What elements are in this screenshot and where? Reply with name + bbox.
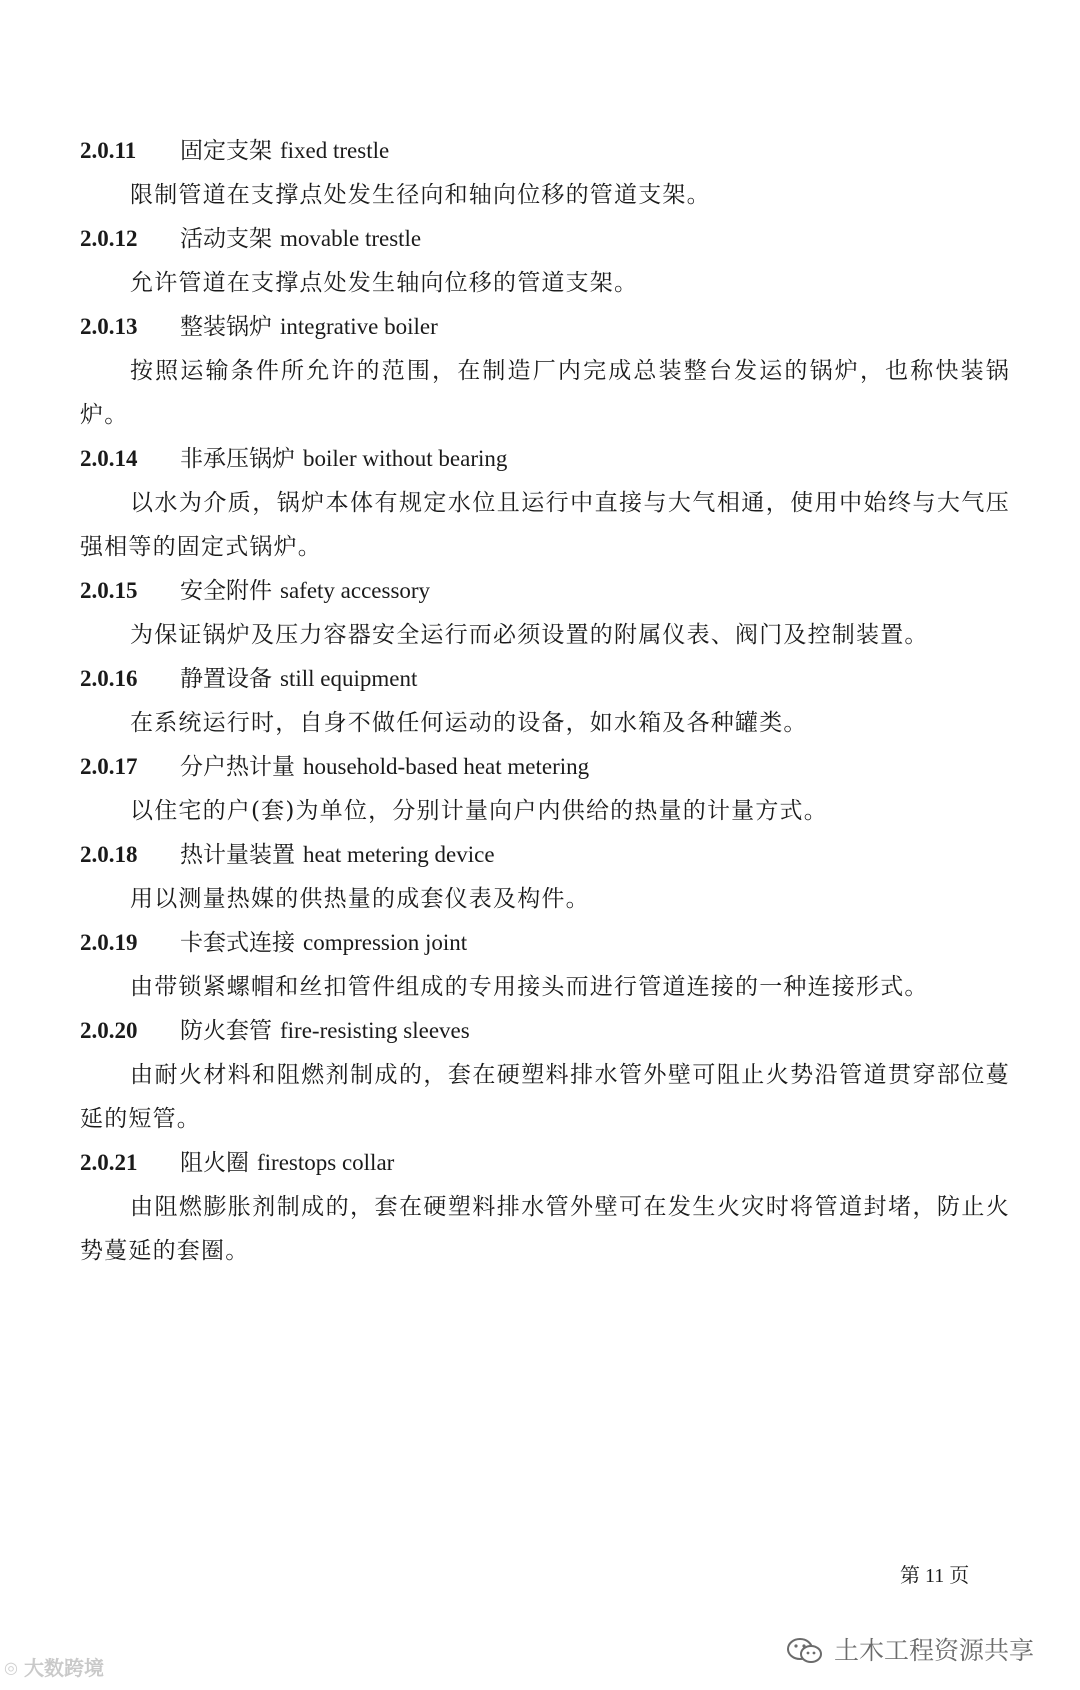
term-entry — [80, 224, 1010, 305]
term-entry — [80, 928, 1010, 1009]
term-english-name: compression joint — [303, 930, 468, 955]
term-number: 2.0.20 — [80, 1018, 138, 1043]
term-entry — [80, 1016, 1010, 1141]
term-heading — [80, 840, 1010, 870]
term-english-name: fixed trestle — [280, 138, 390, 163]
term-english-name: household-based heat metering — [303, 754, 590, 779]
term-entry — [80, 444, 1010, 569]
term-entry — [80, 752, 1010, 833]
term-definition: 允许管道在支撑点处发生轴向位移的管道支架。 — [130, 270, 639, 296]
term-number: 2.0.21 — [80, 1150, 138, 1175]
watermark-left — [4, 1655, 104, 1681]
term-chinese-name: 热计量装置 — [180, 842, 295, 868]
term-english-name: safety accessory — [280, 578, 431, 603]
term-definition: 以水为介质，锅炉本体有规定水位且运行中直接与大气相通，使用中始终与大气压强相等的固定式锅炉。 — [80, 490, 1010, 560]
watermark-left-text: 大数跨境 — [23, 1656, 104, 1680]
term-entry — [80, 1148, 1010, 1273]
term-number: 2.0.11 — [80, 138, 137, 163]
term-number: 2.0.15 — [80, 578, 138, 603]
term-chinese-name: 活动支架 — [180, 226, 272, 252]
term-chinese-name: 分户热计量 — [180, 754, 295, 780]
term-english-name: fire-resisting sleeves — [280, 1018, 470, 1043]
term-chinese-name: 防火套管 — [180, 1018, 272, 1044]
term-heading — [80, 664, 1010, 694]
term-heading — [80, 224, 1010, 254]
term-number: 2.0.18 — [80, 842, 138, 867]
term-definition: 由耐火材料和阻燃剂制成的，套在硬塑料排水管外壁可阻止火势沿管道贯穿部位蔓延的短管。 — [80, 1062, 1010, 1132]
term-english-name: boiler without bearing — [303, 446, 508, 471]
term-heading — [80, 576, 1010, 606]
term-number: 2.0.16 — [80, 666, 138, 691]
term-entry — [80, 312, 1010, 437]
term-english-name: movable trestle — [280, 226, 422, 251]
term-chinese-name: 静置设备 — [180, 666, 272, 692]
term-number: 2.0.12 — [80, 226, 138, 251]
term-heading — [80, 136, 1010, 166]
term-definition: 为保证锅炉及压力容器安全运行而必须设置的附属仪表、阀门及控制装置。 — [130, 622, 929, 648]
term-english-name: integrative boiler — [280, 314, 438, 339]
term-definition: 由带锁紧螺帽和丝扣管件组成的专用接头而进行管道连接的一种连接形式。 — [130, 974, 929, 1000]
term-entry — [80, 576, 1010, 657]
term-chinese-name: 阻火圈 — [180, 1150, 249, 1176]
term-heading — [80, 752, 1010, 782]
term-number: 2.0.19 — [80, 930, 138, 955]
term-definition: 用以测量热媒的供热量的成套仪表及构件。 — [130, 886, 590, 912]
term-entry — [80, 664, 1010, 745]
watermark-right-text: 土木工程资源共享 — [834, 1636, 1035, 1665]
term-definition: 限制管道在支撑点处发生径向和轴向位移的管道支架。 — [130, 182, 711, 208]
page-number: 第 11 页 — [900, 1565, 970, 1587]
term-entry — [80, 136, 1010, 217]
term-heading — [80, 312, 1010, 342]
term-number: 2.0.17 — [80, 754, 138, 779]
term-number: 2.0.14 — [80, 446, 138, 471]
term-chinese-name: 整装锅炉 — [180, 314, 272, 340]
term-heading — [80, 1016, 1010, 1046]
logo-icon: ◎ — [4, 1658, 18, 1677]
term-heading — [80, 928, 1010, 958]
term-chinese-name: 固定支架 — [180, 138, 272, 164]
terms-list — [80, 136, 1010, 1280]
term-english-name: still equipment — [280, 666, 418, 691]
term-heading — [80, 1148, 1010, 1178]
term-chinese-name: 卡套式连接 — [180, 930, 295, 956]
term-definition: 由阻燃膨胀剂制成的，套在硬塑料排水管外壁可在发生火灾时将管道封堵，防止火势蔓延的套圈。 — [80, 1194, 1010, 1264]
term-number: 2.0.13 — [80, 314, 138, 339]
term-definition: 以住宅的户(套)为单位，分别计量向户内供给的热量的计量方式。 — [130, 798, 828, 824]
term-heading — [80, 444, 1010, 474]
term-definition: 在系统运行时，自身不做任何运动的设备，如水箱及各种罐类。 — [130, 710, 808, 736]
term-chinese-name: 安全附件 — [180, 578, 272, 604]
term-definition: 按照运输条件所允许的范围，在制造厂内完成总装整台发运的锅炉，也称快装锅炉。 — [80, 358, 1010, 428]
wechat-icon — [786, 1637, 824, 1665]
term-chinese-name: 非承压锅炉 — [180, 446, 295, 472]
term-entry — [80, 840, 1010, 921]
watermark-right — [786, 1635, 1034, 1667]
term-english-name: heat metering device — [303, 842, 495, 867]
term-english-name: firestops collar — [257, 1150, 395, 1175]
